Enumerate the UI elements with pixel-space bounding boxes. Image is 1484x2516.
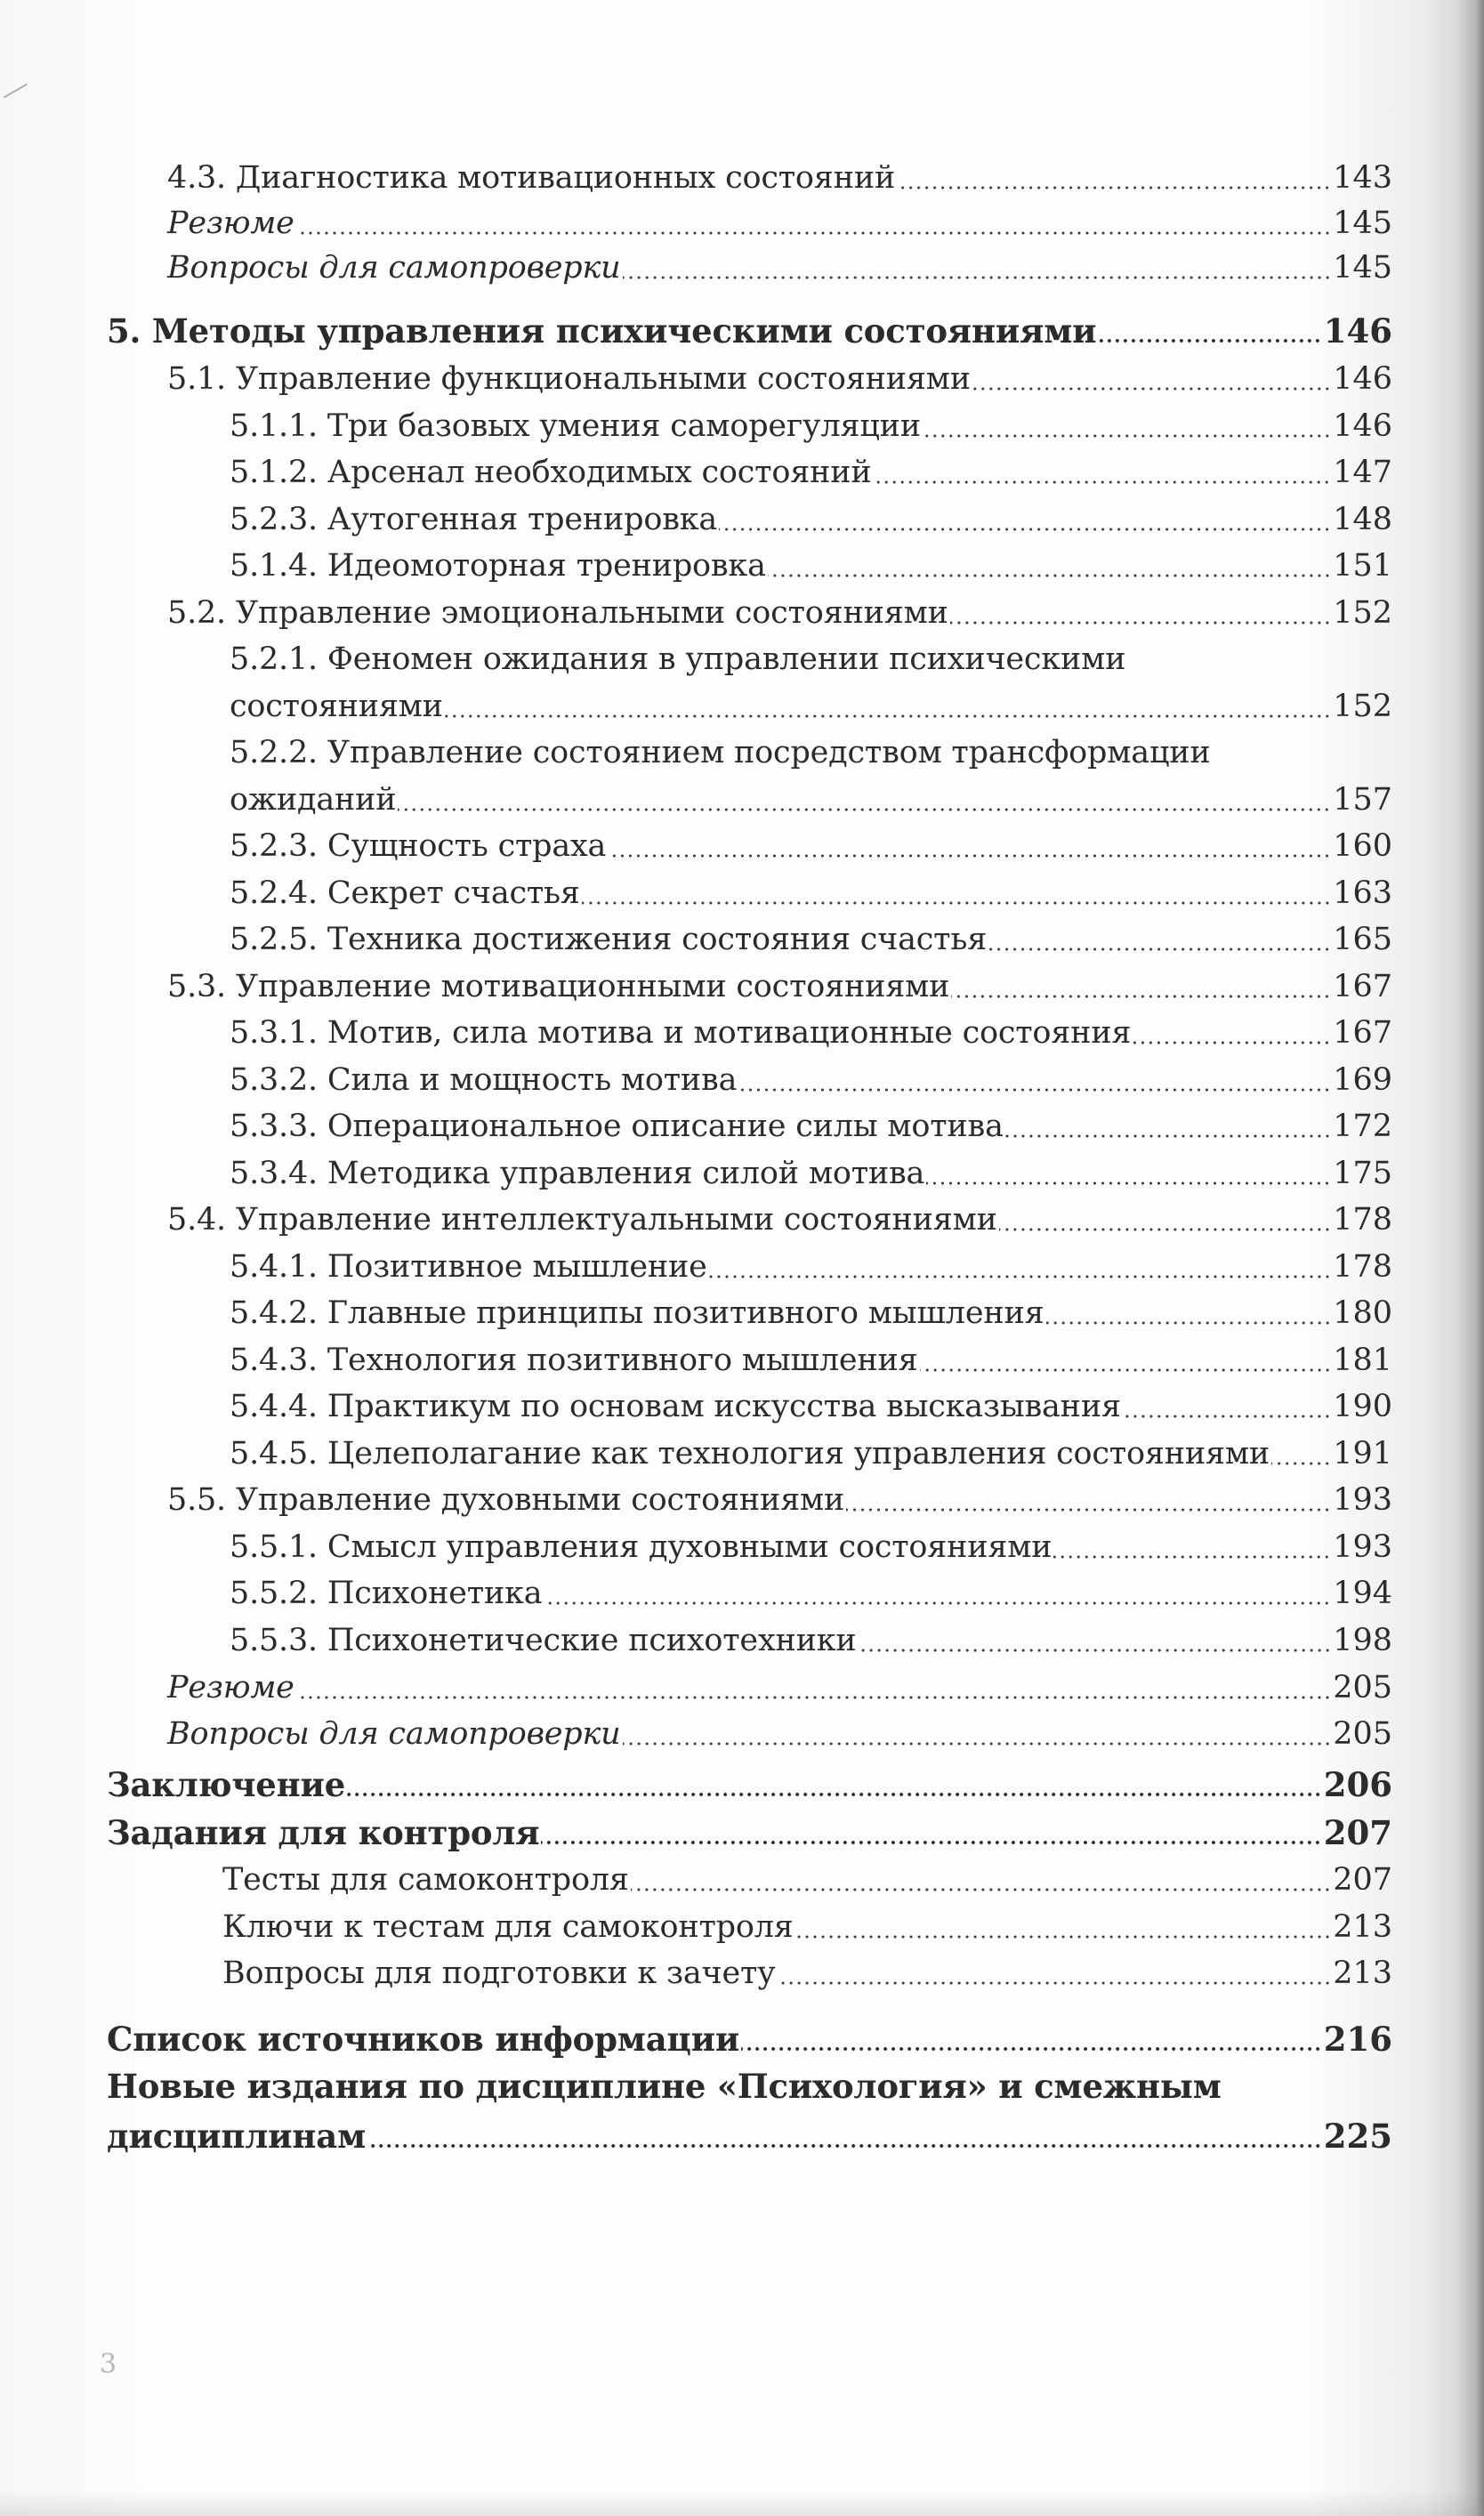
toc-page-number: 175: [1333, 1156, 1392, 1191]
toc-entry-title: Резюме: [167, 206, 294, 241]
toc-page-number: 145: [1333, 206, 1392, 241]
toc-page-number: 172: [1333, 1109, 1392, 1144]
toc-page-number: 213: [1333, 1909, 1392, 1945]
dot-leader: [631, 1859, 1331, 1901]
toc-entry-title: 5.2.3. Сущность страха: [230, 828, 607, 864]
dot-leader: [950, 592, 1331, 634]
dot-leader: [1271, 1432, 1331, 1475]
toc-page-number: 225: [1323, 2117, 1392, 2156]
toc-entry[interactable]: [230, 1292, 1392, 1335]
dot-leader: [738, 1059, 1331, 1101]
dot-leader: [846, 1479, 1331, 1521]
toc-entry[interactable]: [230, 1526, 1392, 1568]
toc-entry-title: Резюме: [167, 1670, 294, 1706]
dot-leader: [719, 498, 1331, 541]
dot-leader: [623, 1713, 1332, 1755]
toc-entry-line: [230, 638, 1125, 681]
toc-page-number: 181: [1333, 1343, 1392, 1378]
dot-leader: [296, 1666, 1331, 1709]
toc-entry-title: 5.1. Управление функциональными состояниями: [167, 361, 971, 397]
toc-entry-title: Задания для контроля: [107, 1813, 540, 1852]
toc-entry-title: 5.2.3. Аутогенная тренировка: [230, 502, 718, 537]
toc-page-number: 165: [1333, 922, 1392, 957]
toc-entry-title: 5.3.4. Методика управления силой мотива: [230, 1156, 925, 1191]
toc-entry[interactable]: [230, 1059, 1392, 1101]
dot-leader: [988, 918, 1331, 961]
toc-entry[interactable]: [167, 157, 1392, 199]
toc-entry[interactable]: [230, 1339, 1392, 1382]
toc-entry[interactable]: [230, 544, 1392, 587]
toc-entry-title: 5.4.3. Технология позитивного мышления: [230, 1343, 918, 1378]
toc-entry-title: 5.2.4. Секрет счастья: [230, 875, 580, 911]
toc-entry-title: 5.1.4. Идеомоторная тренировка: [230, 548, 766, 584]
toc-page-number: 213: [1333, 1956, 1392, 1991]
toc-page-number: 207: [1323, 1813, 1392, 1852]
dot-leader: [623, 246, 1332, 289]
toc-entry[interactable]: [222, 1859, 1392, 1901]
toc-entry[interactable]: [230, 1105, 1392, 1148]
toc-page-number: 151: [1333, 548, 1392, 584]
toc-page-number: 146: [1333, 408, 1392, 444]
toc-page-number: 216: [1323, 2020, 1392, 2059]
toc-page-number: 198: [1333, 1623, 1392, 1658]
toc-page-number: 178: [1333, 1202, 1392, 1238]
toc-entry[interactable]: [230, 498, 1392, 541]
toc-entry[interactable]: [167, 592, 1392, 634]
toc-entry-title: 5.1.2. Арсенал необходимых состояний: [230, 455, 872, 490]
toc-entry[interactable]: [167, 965, 1392, 1008]
toc-entry[interactable]: [107, 1763, 1392, 1806]
toc-page-number: 190: [1333, 1389, 1392, 1424]
toc-entry[interactable]: [167, 202, 1392, 245]
toc-entry-line: [107, 2065, 1222, 2108]
toc-entry-title: 5.4.2. Главные принципы позитивного мышления: [230, 1295, 1044, 1331]
toc-entry-title: Вопросы для подготовки к зачету: [222, 1956, 776, 1991]
toc-entry-title: 5.4.5. Целеполагание как технология управления состояниями: [230, 1436, 1270, 1472]
toc-page-number: 167: [1333, 969, 1392, 1004]
toc-entry[interactable]: [230, 872, 1392, 915]
dot-leader: [544, 1572, 1331, 1615]
toc-entry-title: 5. Методы управления психическими состояниями: [107, 311, 1097, 351]
page-edge-shadow: [1457, 0, 1484, 2516]
dot-leader: [445, 685, 1331, 728]
toc-entry-title: 5.3. Управление мотивационными состояниями: [167, 969, 950, 1004]
toc-page-number: 178: [1333, 1249, 1392, 1285]
toc-entry[interactable]: [167, 1479, 1392, 1521]
toc-entry-title: 5.4.1. Позитивное мышление: [230, 1249, 707, 1285]
toc-entry-title: 5.5. Управление духовными состояниями: [167, 1482, 845, 1518]
dot-leader: [795, 1906, 1332, 1948]
dot-leader: [582, 872, 1331, 915]
toc-entry-title: Список источников информации: [107, 2020, 740, 2059]
toc-page-number: 148: [1333, 502, 1392, 537]
dot-leader: [859, 1619, 1332, 1662]
dot-leader: [741, 2018, 1322, 2060]
toc-entry[interactable]: [222, 1906, 1392, 1948]
dot-leader: [873, 451, 1331, 494]
toc-entry-title: 5.2.2. Управление состоянием посредством трансформации: [230, 735, 1211, 770]
toc-page-number: 207: [1333, 1862, 1392, 1898]
toc-entry-title-continuation: состояниями: [230, 689, 443, 724]
dot-leader: [923, 405, 1331, 448]
toc-entry[interactable]: [230, 451, 1392, 494]
dot-leader: [1053, 1526, 1331, 1568]
toc-page-number: 163: [1333, 875, 1392, 911]
toc-page-number: 167: [1333, 1015, 1392, 1051]
toc-entry-title: 5.3.3. Операциональное описание силы мотива: [230, 1109, 1004, 1144]
pencil-mark: [4, 84, 34, 109]
toc-page-number: 205: [1333, 1670, 1392, 1706]
toc-page-number: 193: [1333, 1482, 1392, 1518]
dot-leader: [920, 1339, 1332, 1382]
toc-entry[interactable]: [230, 1246, 1392, 1288]
toc-page-number: 169: [1333, 1062, 1392, 1098]
toc-entry-title: 5.5.2. Психонетика: [230, 1576, 543, 1611]
toc-page-number: 194: [1333, 1576, 1392, 1611]
dot-leader: [1046, 1292, 1332, 1335]
dot-leader: [398, 778, 1331, 821]
dot-leader: [1005, 1105, 1331, 1148]
toc-entry-title: Ключи к тестам для самоконтроля: [222, 1909, 794, 1945]
toc-entry-title: 5.3.2. Сила и мощность мотива: [230, 1062, 738, 1098]
dot-leader: [999, 1198, 1331, 1241]
toc-entry-title: 5.1.1. Три базовых умения саморегуляции: [230, 408, 921, 444]
dot-leader: [367, 2115, 1322, 2157]
toc-page-number: 193: [1333, 1529, 1392, 1565]
toc-page-number: 147: [1333, 455, 1392, 490]
toc-entry-title-continuation: дисциплинам: [107, 2117, 367, 2156]
dot-leader: [541, 1811, 1321, 1854]
toc-page-number: 146: [1323, 311, 1392, 351]
dot-leader: [296, 202, 1331, 245]
toc-entry-title: Вопросы для самопроверки: [167, 250, 621, 286]
toc-entry[interactable]: [167, 246, 1392, 289]
toc-entry[interactable]: [222, 1952, 1392, 1995]
toc-entry-title: 5.4.4. Практикум по основам искусства высказывания: [230, 1389, 1121, 1424]
dot-leader: [608, 825, 1331, 867]
toc-entry-title: Заключение: [107, 1765, 346, 1804]
toc-page-number: 180: [1333, 1295, 1392, 1331]
toc-page-number: 143: [1333, 160, 1392, 196]
toc-entry-line: [230, 731, 1211, 774]
toc-entry[interactable]: [230, 405, 1392, 448]
toc-entry[interactable]: [230, 1572, 1392, 1615]
toc-page-number: 205: [1333, 1716, 1392, 1752]
toc-entry[interactable]: [230, 685, 1392, 728]
toc-entry-title-continuation: ожиданий: [230, 782, 397, 818]
toc-entry-title: 5.2.1. Феномен ожидания в управлении психическими: [230, 641, 1126, 677]
toc-entry[interactable]: [230, 1619, 1392, 1662]
dot-leader: [972, 358, 1331, 400]
dot-leader: [768, 544, 1331, 587]
toc-page-number: 160: [1333, 828, 1392, 864]
dot-leader: [951, 965, 1331, 1008]
toc-entry-title: 4.3. Диагностика мотивационных состояний: [167, 160, 896, 196]
toc-entry[interactable]: [107, 310, 1392, 352]
toc-page-number: 191: [1333, 1436, 1392, 1472]
dot-leader: [1133, 1012, 1331, 1054]
toc-entry[interactable]: [230, 918, 1392, 961]
toc-entry-title: 5.4. Управление интеллектуальными состояниями: [167, 1202, 997, 1238]
toc-entry-title: 5.5.3. Психонетические психотехники: [230, 1623, 857, 1658]
toc-entry-title: Вопросы для самопроверки: [167, 1716, 621, 1752]
toc-page-number: 152: [1333, 689, 1392, 724]
dot-leader: [709, 1246, 1332, 1288]
toc-entry[interactable]: [230, 778, 1392, 821]
dot-leader: [778, 1952, 1332, 1995]
toc-entry-title: Тесты для самоконтроля: [222, 1862, 629, 1898]
toc-entry[interactable]: [167, 358, 1392, 400]
dot-leader: [926, 1152, 1331, 1195]
dot-leader: [1098, 310, 1321, 352]
toc-page-number: 157: [1333, 782, 1392, 818]
toc-entry[interactable]: [167, 1713, 1392, 1755]
toc-page-number: 152: [1333, 595, 1392, 631]
toc-entry[interactable]: [107, 1811, 1392, 1854]
toc-page-number: 146: [1333, 361, 1392, 397]
toc-entry[interactable]: [230, 1432, 1392, 1475]
toc-entry-title: 5.3.1. Мотив, сила мотива и мотивационные состояния: [230, 1015, 1132, 1051]
dot-leader: [347, 1763, 1322, 1806]
toc-entry[interactable]: [230, 1012, 1392, 1054]
page-number: 3: [100, 2349, 117, 2380]
dot-leader: [1123, 1385, 1331, 1428]
toc-entry[interactable]: [167, 1198, 1392, 1241]
dot-leader: [897, 157, 1331, 199]
toc-page-number: 206: [1323, 1765, 1392, 1804]
toc-entry[interactable]: [230, 1385, 1392, 1428]
toc-entry[interactable]: [107, 2018, 1392, 2060]
toc-entry[interactable]: [167, 1666, 1392, 1709]
toc-entry-title: 5.2.5. Техника достижения состояния счастья: [230, 922, 988, 957]
toc-entry-title: 5.5.1. Смысл управления духовными состояниями: [230, 1529, 1053, 1565]
toc-entry-title: 5.2. Управление эмоциональными состояниями: [167, 595, 948, 631]
toc-entry-title: Новые издания по дисциплине «Психология» и смежным: [107, 2067, 1222, 2106]
toc-entry[interactable]: [230, 1152, 1392, 1195]
page-bottom-shadow: [0, 2489, 1484, 2516]
toc-page-number: 145: [1333, 250, 1392, 286]
toc-entry[interactable]: [107, 2115, 1392, 2157]
toc-entry[interactable]: [230, 825, 1392, 867]
